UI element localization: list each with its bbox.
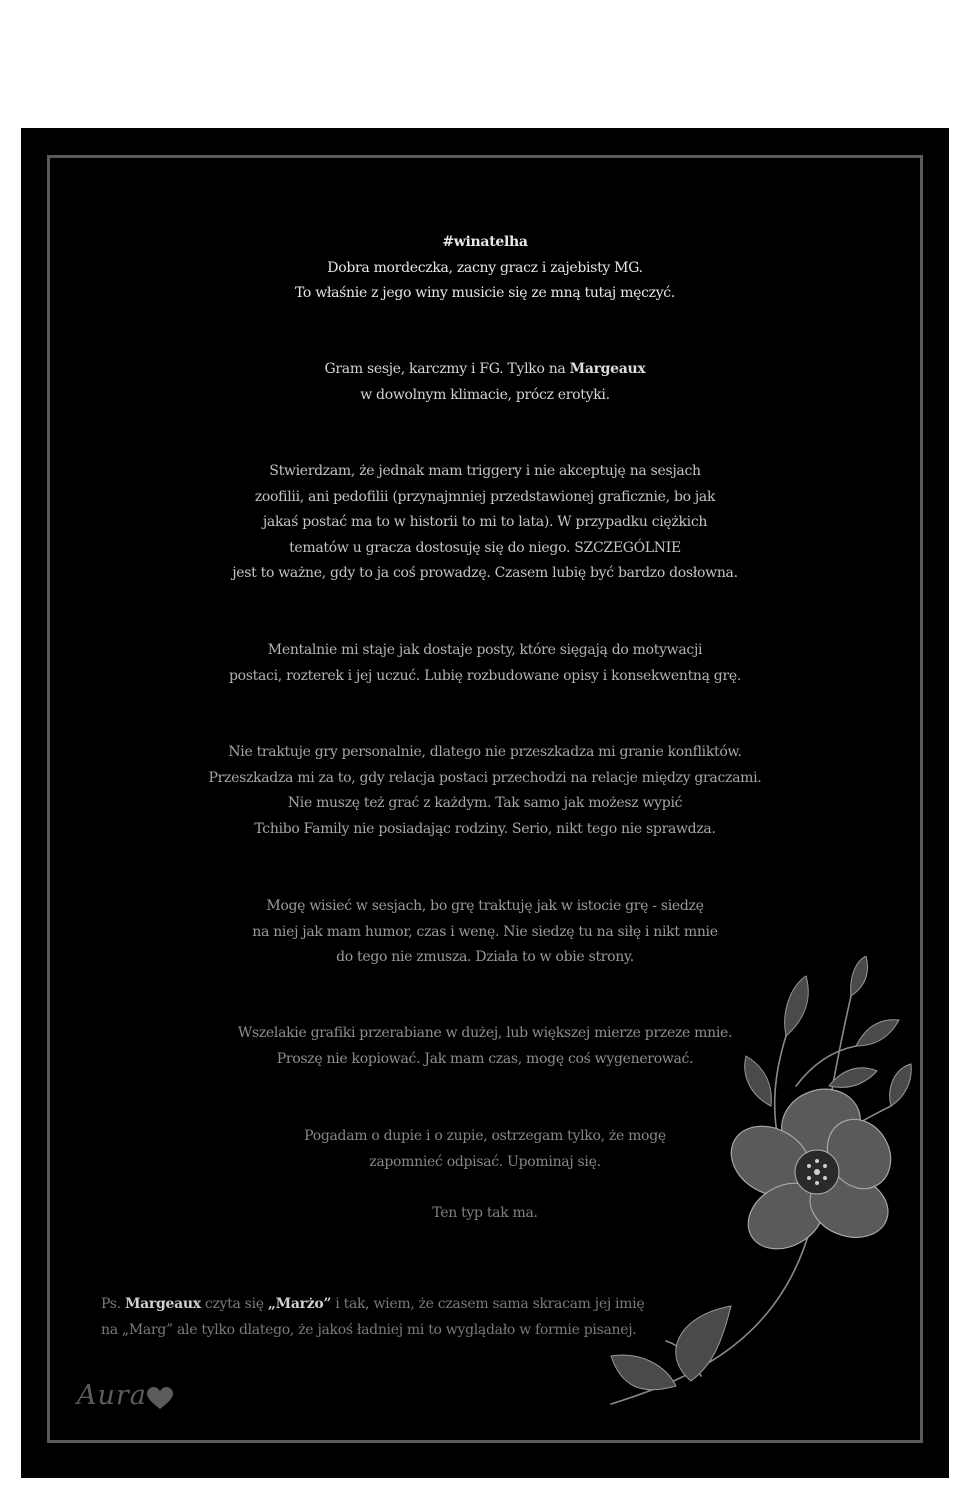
- character-name: Margeaux: [569, 361, 646, 377]
- chat-line: Ten typ tak ma.: [432, 1205, 538, 1221]
- chat-line: zapomnieć odpisać. Upominaj się.: [369, 1153, 601, 1170]
- sessions-line: Mogę wisieć w sesjach, bo grę traktuję jak w istocie grę - siedzę: [266, 898, 704, 914]
- intro-line: To właśnie z jego winy musicie się ze mną tutaj męczyć.: [294, 285, 676, 301]
- postscript-name: Margeaux: [124, 1296, 201, 1312]
- intro-section: [171, 230, 799, 307]
- postscript-line: na „Marg” ale tylko dlatego, że jakoś ładniej mi to wyglądało w formie pisanej.: [101, 1321, 637, 1338]
- play-info-line: [171, 357, 799, 383]
- sessions-section: [171, 894, 799, 971]
- postscript-prefix: Ps.: [101, 1296, 125, 1312]
- postscript-line: [101, 1292, 661, 1318]
- sessions-line: na niej jak mam humor, czas i wenę. Nie siedzę tu na siłę i nikt mnie: [252, 923, 718, 940]
- postscript-section: [101, 1292, 661, 1343]
- closing-line: [171, 1201, 799, 1227]
- postscript-pronunciation: „Marżo”: [267, 1296, 332, 1312]
- triggers-line: jakaś postać ma to w historii to mi to lata). W przypadku ciężkich: [262, 514, 708, 530]
- conflicts-line: Przeszkadza mi za to, gdy relacja postaci przechodzi na relacje między graczami.: [208, 769, 762, 786]
- graphics-line: Wszelakie grafiki przerabiane w dużej, lub większej mierze przeze mnie.: [237, 1025, 733, 1041]
- signature-logo: Aura: [77, 1380, 147, 1411]
- conflicts-line: Tchibo Family nie posiadając rodziny. Serio, nikt tego nie sprawdza.: [254, 820, 716, 837]
- triggers-line: zoofilii, ani pedofilii (przynajmniej przedstawionej graficznie, bo jak: [254, 488, 716, 505]
- conflicts-line: Nie traktuje gry personalnie, dlatego nie przeszkadza mi granie konfliktów.: [228, 744, 742, 760]
- profile-card: [21, 128, 949, 1478]
- heart-icon: [147, 1387, 173, 1411]
- chat-section: [171, 1124, 799, 1175]
- play-info-section: [171, 357, 799, 408]
- intro-line: Dobra mordeczka, zacny gracz i zajebisty MG.: [327, 259, 643, 276]
- triggers-line: jest to ważne, gdy to ja coś prowadzę. Czasem lubię być bardzo dosłowna.: [232, 565, 738, 581]
- postscript-rest: i tak, wiem, że czasem sama skracam jej imię: [331, 1296, 645, 1312]
- postscript-middle: czyta się: [200, 1296, 268, 1312]
- triggers-line: Stwierdzam, że jednak mam triggery i nie akceptuję na sesjach: [269, 463, 701, 479]
- chat-line: Pogadam o dupie i o zupie, ostrzegam tylko, że mogę: [304, 1128, 666, 1144]
- hashtag: #winatelha: [442, 234, 528, 250]
- sessions-line: do tego nie zmusza. Działa to w obie strony.: [336, 949, 634, 965]
- conflicts-line: Nie muszę też grać z każdym. Tak samo jak możesz wypić: [287, 795, 683, 811]
- triggers-line: tematów u gracza dostosuję się do niego. SZCZEGÓLNIE: [289, 539, 681, 556]
- play-info-prefix: Gram sesje, karczmy i FG. Tylko na: [324, 361, 570, 377]
- graphics-section: [171, 1021, 799, 1072]
- posts-section: [171, 638, 799, 689]
- triggers-section: [171, 459, 799, 587]
- posts-line: Mentalnie mi staje jak dostaje posty, które sięgają do motywacji: [267, 642, 703, 658]
- conflicts-section: [171, 740, 799, 842]
- graphics-line: Proszę nie kopiować. Jak mam czas, mogę coś wygenerować.: [276, 1050, 694, 1067]
- posts-line: postaci, rozterek i jej uczuć. Lubię rozbudowane opisy i konsekwentną grę.: [229, 667, 741, 684]
- play-info-line: w dowolnym klimacie, prócz erotyki.: [360, 386, 610, 403]
